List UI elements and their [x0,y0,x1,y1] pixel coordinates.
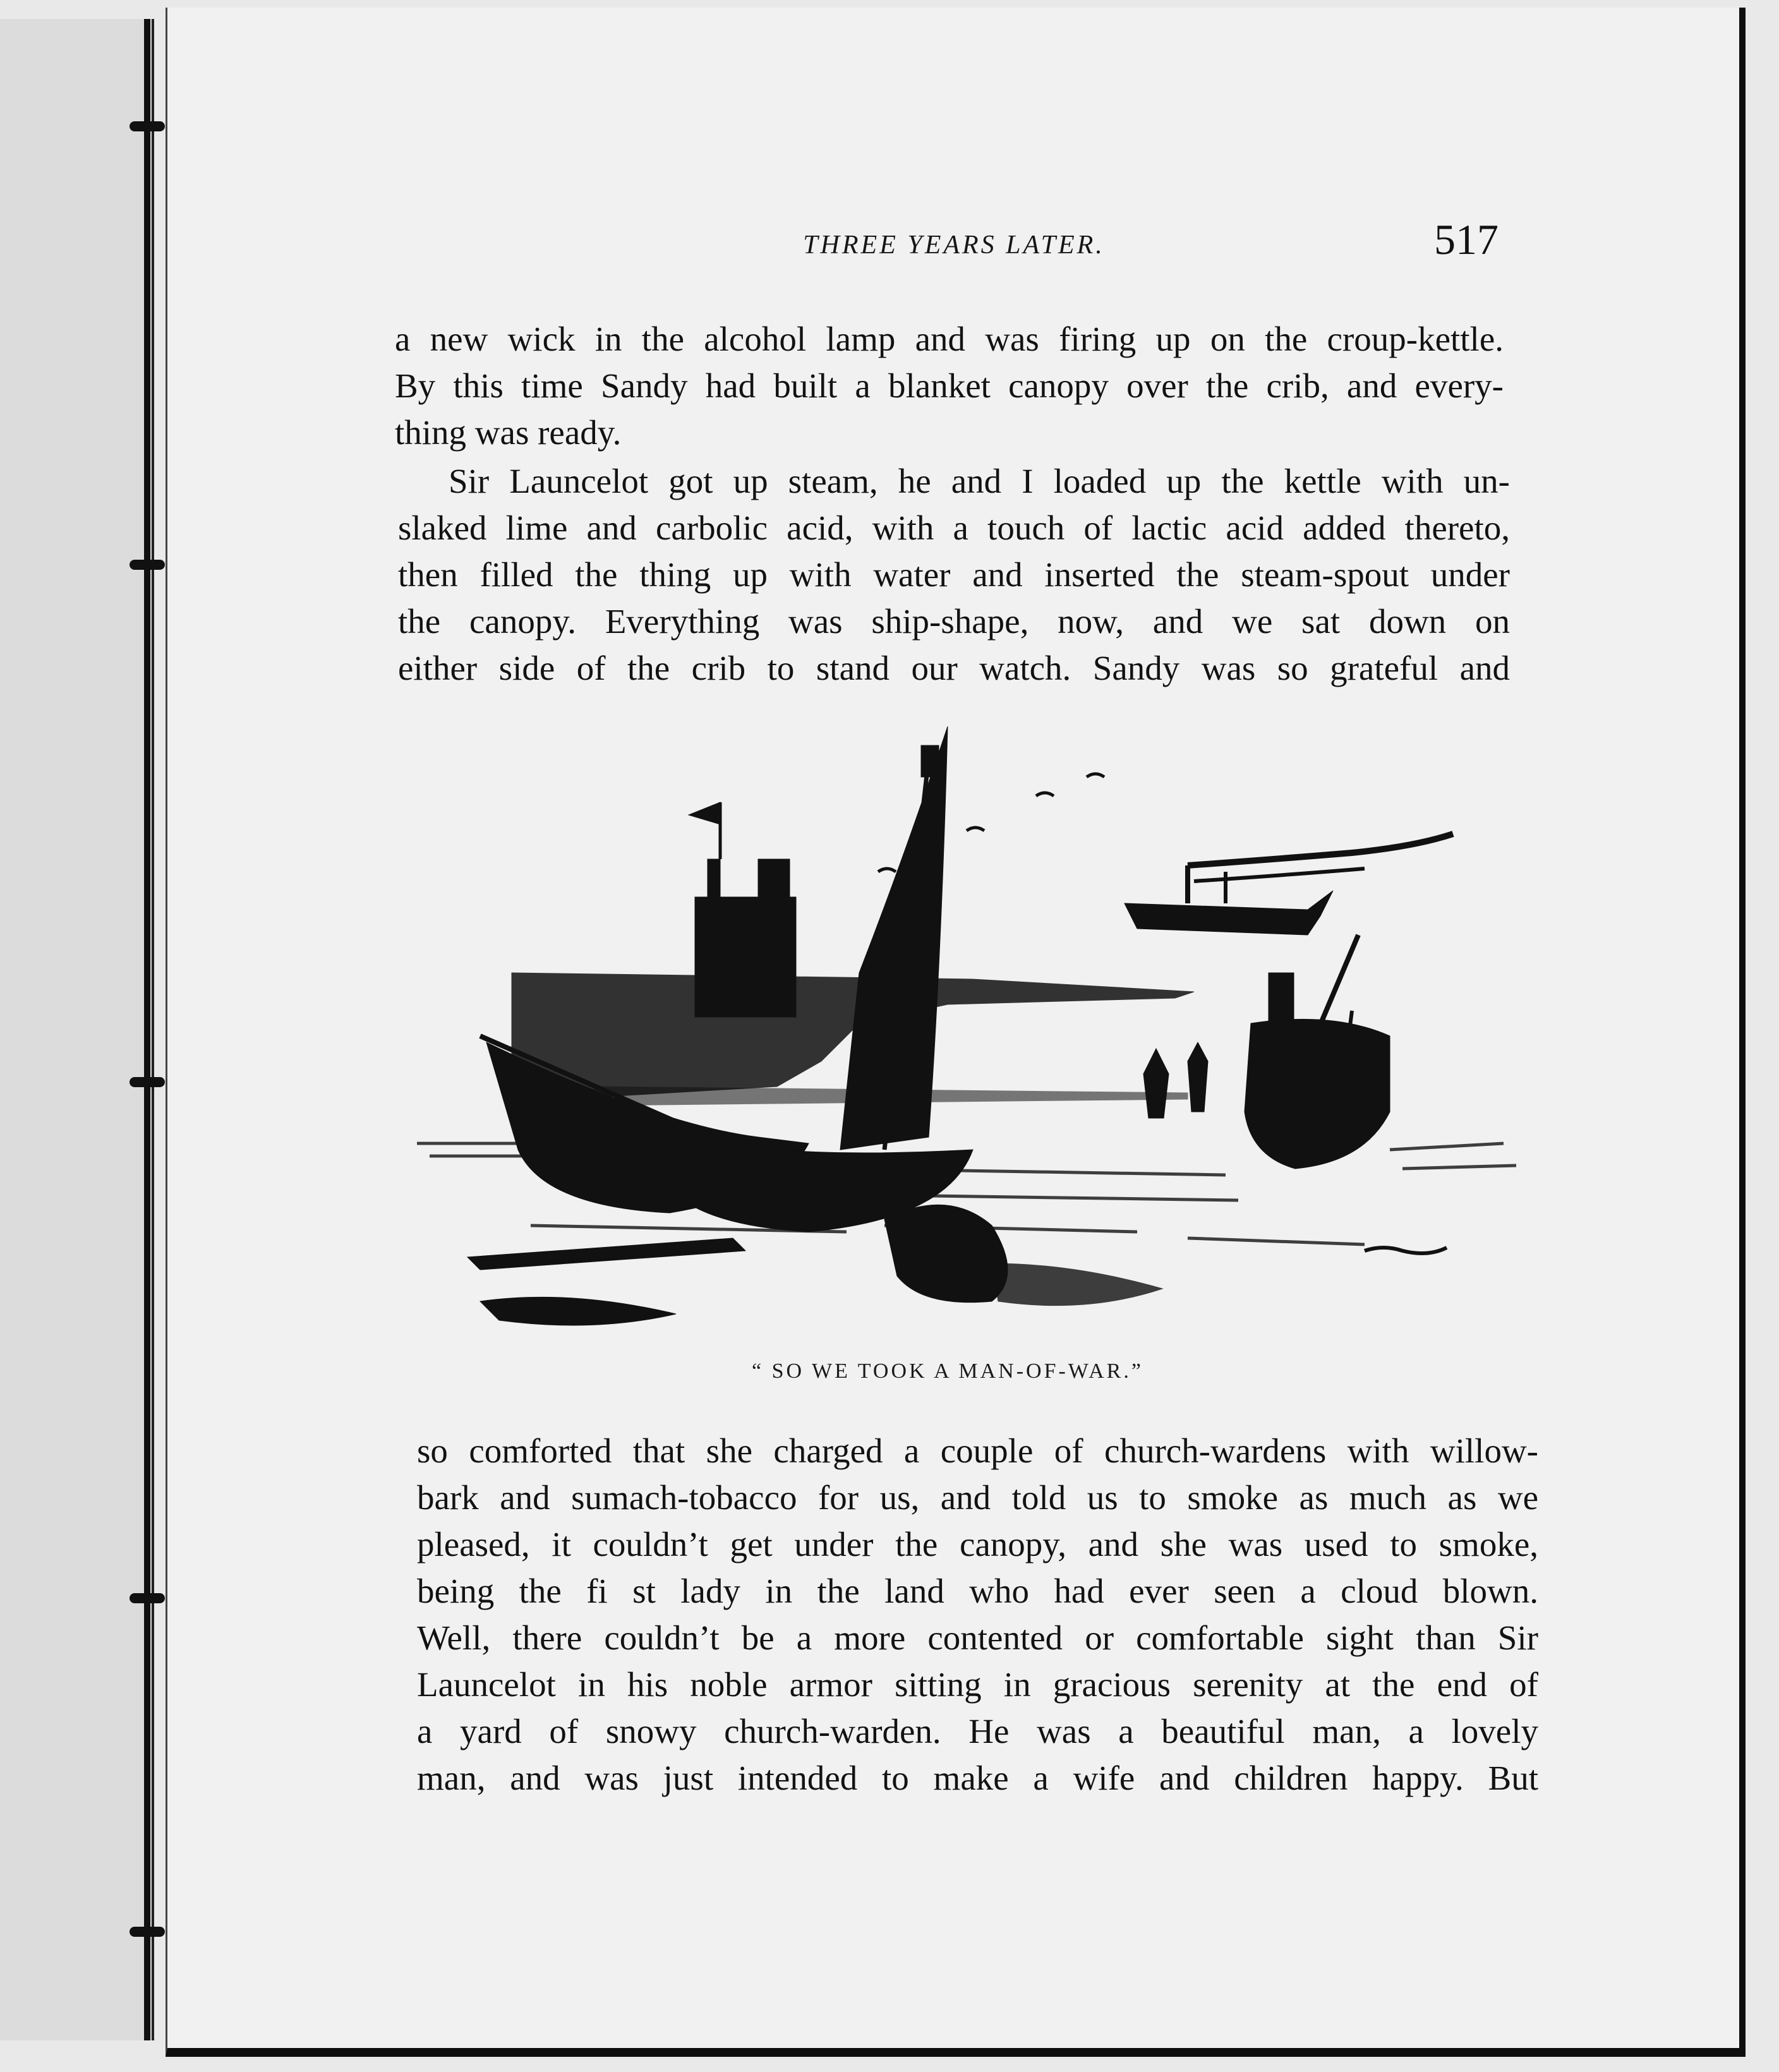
bird [1087,774,1104,777]
spine-stitch [130,1927,165,1937]
paragraph-bottom [417,1428,1538,1802]
foreground-plank [467,1238,745,1270]
text-line: Well, there couldn’t be a more contented or comfortable sight than Sir [417,1618,1538,1657]
paragraph-launcelot [398,458,1510,692]
castle-turret [708,859,720,897]
foreground-rocks [480,1297,676,1325]
steamship-smoke [1188,834,1453,865]
ship-harbor-illustration [404,708,1529,1358]
text-line: man, and was just intended to make a wife and children happy. But [417,1759,1538,1797]
book-spine [144,19,150,2040]
text-line: slaked lime and carbolic acid, with a touch of lactic acid added thereto, [398,509,1510,547]
right-boat [1245,1019,1390,1169]
artist-signature [1365,1248,1447,1253]
spine-stitch [130,1593,165,1603]
text-line: the canopy. Everything was ship-shape, now, and we sat down on [398,602,1510,641]
text-line: then filled the thing up with water and inserted the steam-spout under [398,555,1510,594]
figure [1143,1049,1169,1118]
left-page-edge [0,19,154,2040]
text-line: either side of the crib to stand our watch. Sandy was so grateful and [398,649,1510,687]
right-boat-post [1269,973,1294,1049]
mast-lantern [921,745,939,777]
text-line: being the fi st lady in the land who had ever seen a cloud blown. [417,1572,1538,1610]
paragraph-top [395,316,1504,456]
text-line: a yard of snowy church-warden. He was a beautiful man, a lovely [417,1712,1538,1750]
spine-stitch [130,1077,165,1087]
text-line: Sir Launcelot got up steam, he and I loaded up the kettle with un- [449,462,1510,500]
steamship-smoke [1194,869,1365,881]
castle-turret [758,859,790,903]
text-line: so comforted that she charged a couple of church-wardens with willow- [417,1431,1538,1470]
bird [967,828,984,831]
foreground-rock [884,1205,1008,1302]
steamship [1125,891,1333,935]
page-number: 517 [1434,215,1499,263]
running-head: THREE YEARS LATER. [803,231,1105,260]
bird [878,869,896,872]
text-line: pleased, it couldn’t get under the canopy, and she was used to smoke, [417,1525,1538,1563]
sailboat-sail [840,726,948,1150]
illustration-caption: “ SO WE TOOK A MAN-OF-WAR.” [752,1359,1143,1383]
figure [1188,1042,1208,1112]
spine-stitch [130,560,165,570]
foreground-rock [992,1263,1162,1306]
text-line: Launcelot in his noble armor sitting in gracious serenity at the end of [417,1665,1538,1704]
spine-stitch [130,121,165,131]
text-line: a new wick in the alcohol lamp and was firing up on the croup-kettle. [395,320,1504,358]
text-line: thing was ready. [395,413,622,452]
text-line: bark and sumach-tobacco for us, and told us to smoke as much as we [417,1478,1538,1517]
castle-flag [689,802,720,824]
bird [1036,793,1054,796]
text-line: By this time Sandy had built a blanket canopy over the crib, and every- [395,366,1504,405]
